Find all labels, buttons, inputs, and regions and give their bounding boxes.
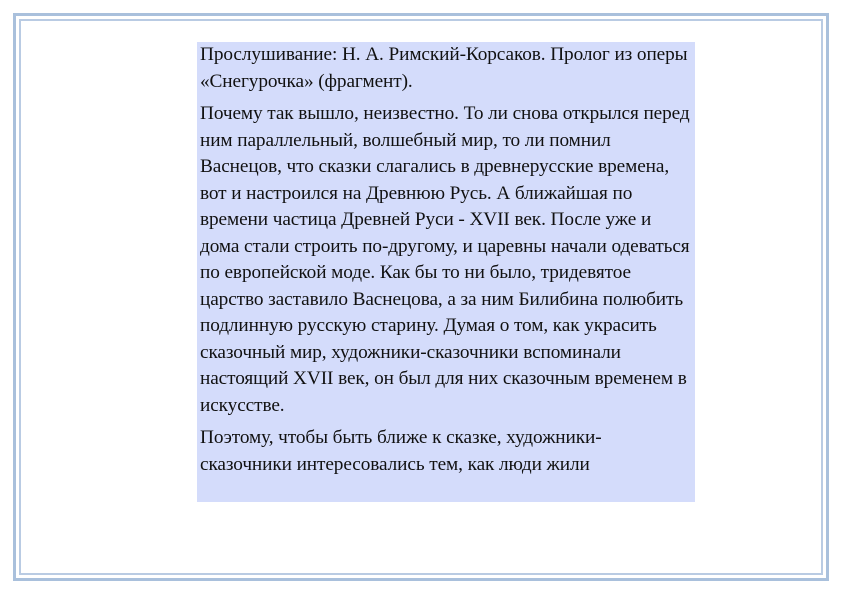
paragraph-therefore: Поэтому, чтобы быть ближе к сказке, художники-сказочники интересовались тем, как люди жили bbox=[200, 427, 602, 475]
paragraph-listening: Прослушивание: Н. А. Римский-Корсаков. Пролог из оперы «Снегурочка» (фрагмент). bbox=[200, 44, 688, 92]
text-block bbox=[197, 42, 695, 502]
paragraph-vasnetsov: Почему так вышло, неизвестно. То ли снова открылся перед ним параллельный, волшебный мир, то ли помнил Васнецов, что сказки слагались в древнерусские времена, вот и настроился на Древнюю Русь. А ближайшая по времени частица Древней Руси - XVII век. После уже и дома стали строить по-другому, и царевны начали одеваться по европейской моде. Как бы то ни было, тридевятое царство заставило Васнецова, а за ним Билибина полюбить подлинную русскую старину. Думая о том, как украсить сказочный мир, художники-сказочники вспоминали настоящий XVII век, он был для них сказочным временем в искусстве. bbox=[200, 103, 690, 416]
